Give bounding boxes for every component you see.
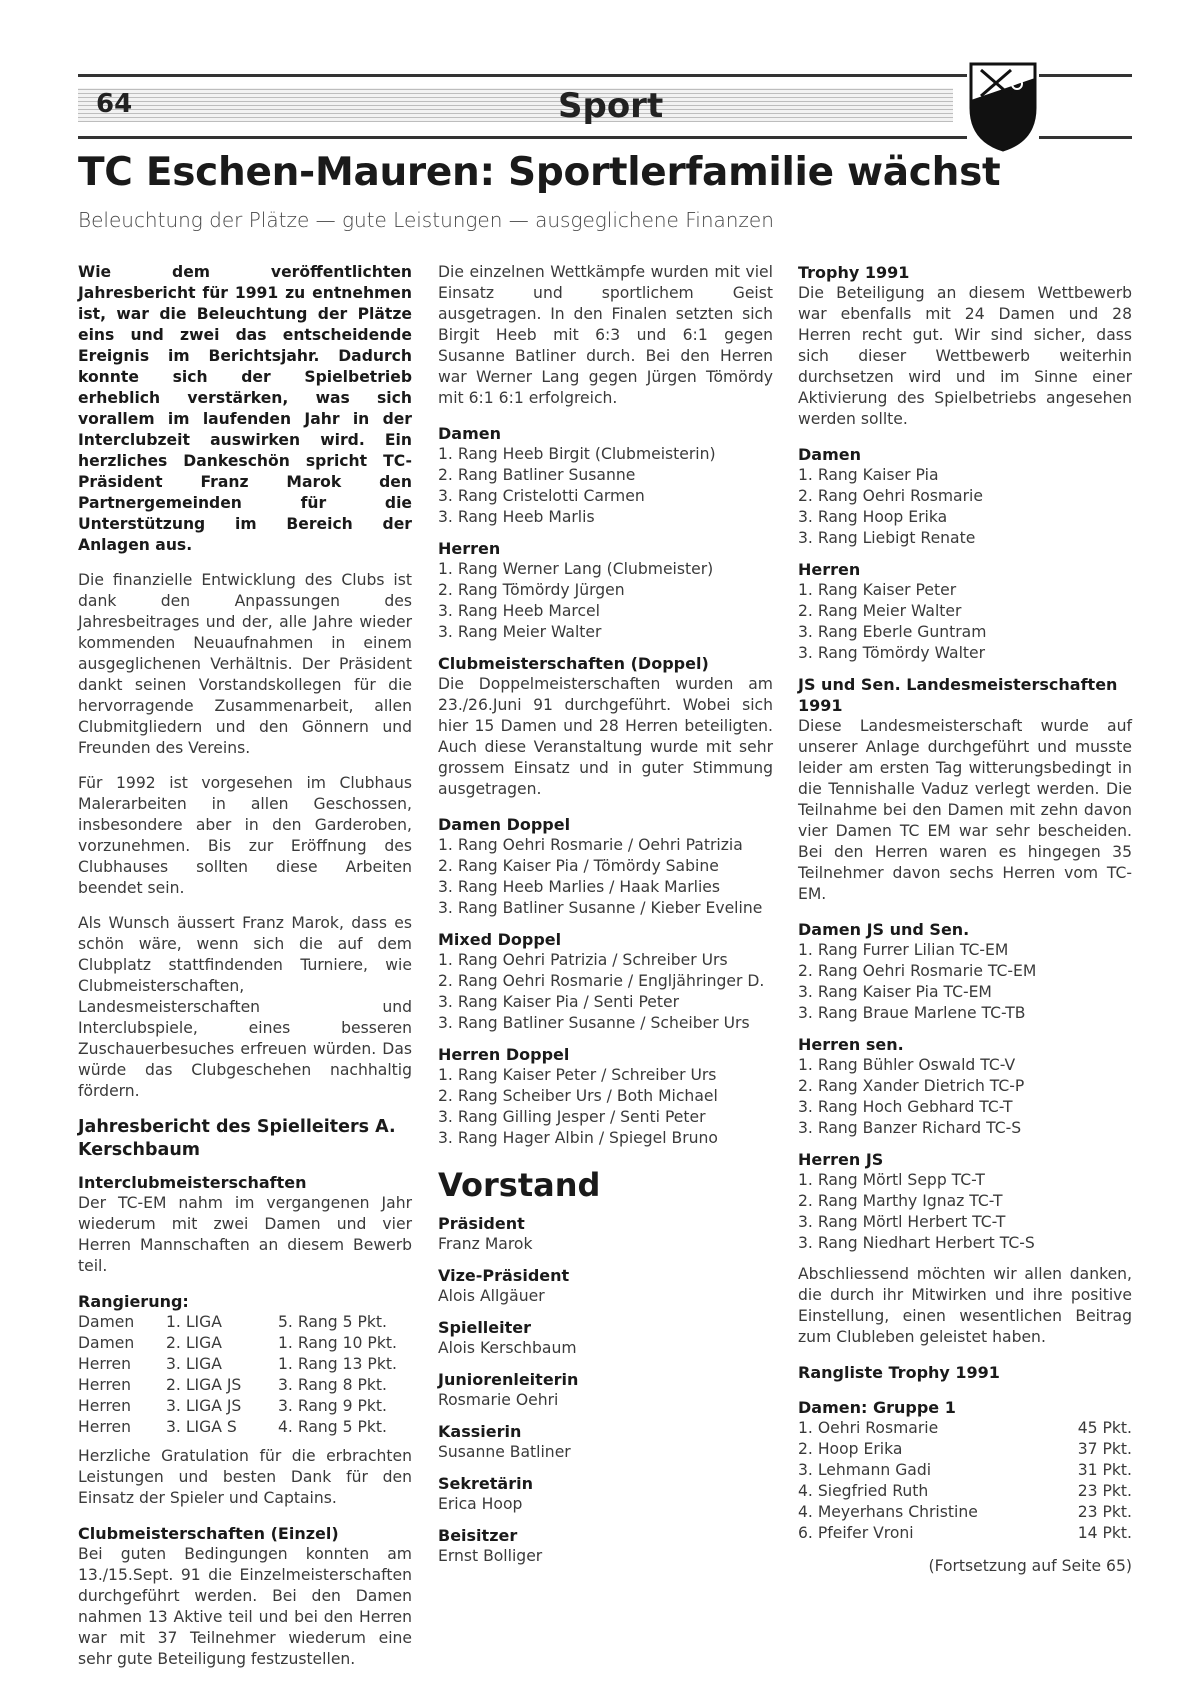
list-item: 3. Rang Cristelotti Carmen bbox=[438, 487, 645, 505]
damen-js-list bbox=[798, 940, 1132, 1024]
landesmeisterschaften-text: Diese Landesmeisterschaft wurde auf unserer Anlage durchgeführt und musste leider am ersten Tag witterungsbedingt in die Tennishalle Vaduz verlegt werden. Die Teilnahme bei den Damen mit zehn davon vier Damen TC EM war sehr bescheiden. Bei den Herren waren es hingegen 35 Teilnehmer davon sechs Herren vom TC-EM. bbox=[798, 717, 1132, 903]
list-item: 2. Rang Oehri Rosmarie bbox=[798, 487, 983, 505]
vorstand-role: Vize-Präsident bbox=[438, 1266, 570, 1285]
table-row: 1. Oehri Rosmarie 45 Pkt. bbox=[798, 1419, 1132, 1437]
list-item: 3. Rang Batliner Susanne / Kieber Eveline bbox=[438, 899, 763, 917]
list-item: 2. Rang Batliner Susanne bbox=[438, 466, 636, 484]
column-2 bbox=[438, 262, 773, 1577]
vorstand-role: Juniorenleiterin bbox=[438, 1370, 579, 1389]
table-row: Herren 3. LIGA 1. Rang 13 Pkt. bbox=[78, 1355, 397, 1373]
rangierung-table bbox=[78, 1312, 397, 1438]
coat-of-arms-icon bbox=[967, 60, 1039, 152]
list-item: 3. Rang Heeb Marcel bbox=[438, 602, 600, 620]
list-item: 1. Rang Kaiser Pia bbox=[798, 466, 939, 484]
vorstand-name: Ernst Bolliger bbox=[438, 1547, 543, 1565]
list-item: 3. Rang Liebigt Renate bbox=[798, 529, 976, 547]
list-item: 2. Rang Meier Walter bbox=[798, 602, 962, 620]
table-row: Herren 2. LIGA JS 3. Rang 8 Pkt. bbox=[78, 1376, 388, 1394]
list-item: 1. Rang Oehri Patrizia / Schreiber Urs bbox=[438, 951, 728, 969]
einzel-heading: Clubmeisterschaften (Einzel) bbox=[78, 1524, 339, 1543]
table-row: 3. Lehmann Gadi 31 Pkt. bbox=[798, 1461, 1132, 1479]
gratulation-text: Herzliche Gratulation für die erbrachten Leistungen und besten Dank für den Einsatz der Spieler und Captains. bbox=[78, 1447, 412, 1507]
list-item: 3. Rang Kaiser Pia / Senti Peter bbox=[438, 993, 680, 1011]
vorstand-item bbox=[438, 1525, 773, 1567]
list-item: 3. Rang Batliner Susanne / Scheiber Urs bbox=[438, 1014, 750, 1032]
list-item: 1. Rang Bühler Oswald TC-V bbox=[798, 1056, 1016, 1074]
list-item: 1. Rang Kaiser Peter bbox=[798, 581, 957, 599]
intro-paragraph: Die einzelnen Wettkämpfe wurden mit viel Einsatz und sportlichem Geist ausgetragen. In den Finalen setzten sich Birgit Heeb mit 6:3 und 6:1 gegen Susanne Batliner durch. Bei den Herren war Werner Lang gegen Jürgen Tömördy mit 6:1 6:1 erfolgreich. bbox=[438, 263, 773, 407]
list-item: 2. Rang Xander Dietrich TC-P bbox=[798, 1077, 1025, 1095]
body-paragraph: Für 1992 ist vorgesehen im Clubhaus Malerarbeiten in allen Geschossen, insbesondere aber in den Garderoben, vorzunehmen. Bis zur Eröffnung des Clubhauses sollten diese Arbeiten beendet sein. bbox=[78, 774, 412, 897]
table-row: Herren 3. LIGA S 4. Rang 5 Pkt. bbox=[78, 1418, 388, 1436]
list-item: 2. Rang Tömördy Jürgen bbox=[438, 581, 625, 599]
list-item: 2. Rang Kaiser Pia / Tömördy Sabine bbox=[438, 857, 719, 875]
list-item: 3. Rang Kaiser Pia TC-EM bbox=[798, 983, 992, 1001]
einzel-text: Bei guten Bedingungen konnten am 13./15.Sept. 91 die Einzelmeisterschaften durchgeführt werden. Bei den Damen nahmen 13 Aktive teil und bei den Herren war mit 37 Teilnehmer wiederum eine sehr gute Beteiligung festzustellen. bbox=[78, 1545, 412, 1668]
vorstand-name: Erica Hoop bbox=[438, 1495, 523, 1513]
vorstand-item bbox=[438, 1265, 773, 1307]
list-item: 1. Rang Kaiser Peter / Schreiber Urs bbox=[438, 1066, 717, 1084]
interclub-text: Der TC-EM nahm im vergangenen Jahr wiederum mit zwei Damen und vier Herren Mannschaften an diesem Bewerb teil. bbox=[78, 1194, 412, 1275]
vorstand-heading: Vorstand bbox=[438, 1166, 601, 1204]
vorstand-item bbox=[438, 1317, 773, 1359]
table-row: 6. Pfeifer Vroni 14 Pkt. bbox=[798, 1524, 1132, 1542]
trophy-ranking-table bbox=[798, 1418, 1132, 1544]
table-row: Damen 1. LIGA 5. Rang 5 Pkt. bbox=[78, 1313, 388, 1331]
list-item: 3. Rang Gilling Jesper / Senti Peter bbox=[438, 1108, 706, 1126]
interclub-heading: Interclubmeisterschaften bbox=[78, 1173, 307, 1192]
list-item: 3. Rang Tömördy Walter bbox=[798, 644, 986, 662]
list-item: 3. Rang Heeb Marlies / Haak Marlies bbox=[438, 878, 720, 896]
body-paragraph: Die finanzielle Entwicklung des Clubs ist dank den Anpassungen des Jahresbeitrages und der, alle Jahre wieder kommenden Neuaufnahmen in einem ausgeglichenen Verhältnis. Der Präsident dankt seinen Vorstandskollegen für die hervorragende Zusammenarbeit, allen Clubmitgliedern und den Gönnern und Freunden des Vereins. bbox=[78, 571, 412, 757]
body-paragraph: Als Wunsch äussert Franz Marok, dass es schön wäre, wenn sich die auf dem Clubplatz stattfindenden Turniere, wie Clubmeisterschaften, Landesmeisterschaften und Interclubspiele, eines besseren Zuschauerbesuches erfreuen würden. Das würde das Clubgeschehen nachhaltig fördern. bbox=[78, 914, 412, 1100]
vorstand-name: Alois Kerschbaum bbox=[438, 1339, 577, 1357]
list-item: 1. Rang Werner Lang (Clubmeister) bbox=[438, 560, 714, 578]
vorstand-role: Kassierin bbox=[438, 1422, 522, 1441]
list-item: 1. Rang Furrer Lilian TC-EM bbox=[798, 941, 1009, 959]
doppel-heading: Clubmeisterschaften (Doppel) bbox=[438, 654, 709, 673]
list-item: 1. Rang Mörtl Sepp TC-T bbox=[798, 1171, 985, 1189]
herren-list bbox=[438, 559, 773, 643]
vorstand-name: Alois Allgäuer bbox=[438, 1287, 545, 1305]
table-row: 4. Meyerhans Christine 23 Pkt. bbox=[798, 1503, 1132, 1521]
list-item: 2. Rang Marthy Ignaz TC-T bbox=[798, 1192, 1003, 1210]
list-item: 3. Rang Braue Marlene TC-TB bbox=[798, 1004, 1026, 1022]
section-title: Sport bbox=[558, 86, 664, 126]
continuation-note: (Fortsetzung auf Seite 65) bbox=[928, 1557, 1132, 1575]
herren-js-list bbox=[798, 1170, 1132, 1254]
article-subtitle: Beleuchtung der Plätze — gute Leistungen — ausgeglichene Finanzen bbox=[78, 208, 774, 232]
column-1 bbox=[78, 262, 412, 1684]
header-band bbox=[78, 88, 953, 122]
list-item: 1. Rang Oehri Rosmarie / Oehri Patrizia bbox=[438, 836, 743, 854]
list-item: 2. Rang Scheiber Urs / Both Michael bbox=[438, 1087, 718, 1105]
list-item: 2. Rang Oehri Rosmarie TC-EM bbox=[798, 962, 1037, 980]
list-item: 3. Rang Eberle Guntram bbox=[798, 623, 987, 641]
herren-heading: Herren bbox=[438, 539, 501, 558]
vorstand-name: Susanne Batliner bbox=[438, 1443, 571, 1461]
list-item: 3. Rang Mörtl Herbert TC-T bbox=[798, 1213, 1006, 1231]
list-item: 3. Rang Hoop Erika bbox=[798, 508, 948, 526]
list-item: 3. Rang Banzer Richard TC-S bbox=[798, 1119, 1022, 1137]
damen-list bbox=[438, 444, 773, 528]
damen-heading: Damen bbox=[438, 424, 501, 443]
table-row: 4. Siegfried Ruth 23 Pkt. bbox=[798, 1482, 1132, 1500]
herren-doppel-heading: Herren Doppel bbox=[438, 1045, 570, 1064]
list-item: 3. Rang Hoch Gebhard TC-T bbox=[798, 1098, 1013, 1116]
damen-list bbox=[798, 465, 1132, 549]
gruppe-heading: Damen: Gruppe 1 bbox=[798, 1398, 956, 1417]
damen-doppel-list bbox=[438, 835, 773, 919]
herren-sen-heading: Herren sen. bbox=[798, 1035, 904, 1054]
jahresbericht-heading: Jahresbericht des Spielleiters A. Kerschbaum bbox=[78, 1117, 396, 1160]
herren-doppel-list bbox=[438, 1065, 773, 1149]
vorstand-role: Sekretärin bbox=[438, 1474, 533, 1493]
herren-heading: Herren bbox=[798, 560, 861, 579]
column-3 bbox=[798, 262, 1132, 1577]
page-number: 64 bbox=[96, 89, 133, 119]
list-item: 3. Rang Meier Walter bbox=[438, 623, 602, 641]
list-item: 2. Rang Oehri Rosmarie / Engljähringer D. bbox=[438, 972, 765, 990]
list-item: 3. Rang Niedhart Herbert TC-S bbox=[798, 1234, 1035, 1252]
damen-doppel-heading: Damen Doppel bbox=[438, 815, 571, 834]
page-header bbox=[78, 64, 1132, 144]
damen-heading: Damen bbox=[798, 445, 861, 464]
vorstand-item bbox=[438, 1473, 773, 1515]
vorstand-item bbox=[438, 1213, 773, 1255]
vorstand-item bbox=[438, 1421, 773, 1463]
vorstand-name: Rosmarie Oehri bbox=[438, 1391, 559, 1409]
list-item: 3. Rang Heeb Marlis bbox=[438, 508, 595, 526]
vorstand-role: Beisitzer bbox=[438, 1526, 518, 1545]
damen-js-heading: Damen JS und Sen. bbox=[798, 920, 970, 939]
lead-paragraph: Wie dem veröffentlichten Jahresbericht für 1991 zu entnehmen ist, war die Beleuchtung der Plätze eins und zwei das entscheidende Ereignis im Berichtsjahr. Dadurch konnte sich der Spielbetrieb erheblich verstärken, was sich vorallem im laufenden Jahr in der Interclubzeit auswirken wird. Ein herzliches Dankeschön spricht TC-Präsident Franz Marok den Partnergemeinden für die Unterstützung im Bereich der Anlagen aus. bbox=[78, 263, 412, 554]
vorstand-role: Präsident bbox=[438, 1214, 525, 1233]
mixed-list bbox=[438, 950, 773, 1034]
herren-js-heading: Herren JS bbox=[798, 1150, 884, 1169]
vorstand-name: Franz Marok bbox=[438, 1235, 533, 1253]
article-title: TC Eschen-Mauren: Sportlerfamilie wächst bbox=[78, 150, 1001, 195]
vorstand-item bbox=[438, 1369, 773, 1411]
doppel-text: Die Doppelmeisterschaften wurden am 23./26.Juni 91 durchgeführt. Wobei sich hier 15 Damen und 28 Herren beteiligten. Auch diese Veranstaltung wurde mit sehr grossem Einsatz und in guter Stimmung ausgetragen. bbox=[438, 675, 773, 798]
landesmeisterschaften-heading: JS und Sen. Landesmeisterschaften 1991 bbox=[798, 675, 1118, 715]
list-item: 1. Rang Heeb Birgit (Clubmeisterin) bbox=[438, 445, 716, 463]
rangierung-heading: Rangierung: bbox=[78, 1292, 189, 1311]
vorstand-role: Spielleiter bbox=[438, 1318, 532, 1337]
table-row: 2. Hoop Erika 37 Pkt. bbox=[798, 1440, 1132, 1458]
table-row: Herren 3. LIGA JS 3. Rang 9 Pkt. bbox=[78, 1397, 388, 1415]
closing-text: Abschliessend möchten wir allen danken, die durch ihr Mitwirken und ihre positive Einstellung, einen wesentlichen Beitrag zum Clubleben geleistet haben. bbox=[798, 1265, 1132, 1346]
herren-list bbox=[798, 580, 1132, 664]
table-row: Damen 2. LIGA 1. Rang 10 Pkt. bbox=[78, 1334, 397, 1352]
herren-sen-list bbox=[798, 1055, 1132, 1139]
trophy-text: Die Beteiligung an diesem Wettbewerb war ebenfalls mit 24 Damen und 28 Herren recht gut. Wir sind sicher, dass sich dieser Wettbewerb weiterhin durchsetzen wird und im Sinne einer Aktivierung des Spielbetriebs angesehen werden sollte. bbox=[798, 284, 1132, 428]
rangliste-heading: Rangliste Trophy 1991 bbox=[798, 1363, 1000, 1382]
mixed-heading: Mixed Doppel bbox=[438, 930, 562, 949]
trophy-heading: Trophy 1991 bbox=[798, 263, 910, 282]
list-item: 3. Rang Hager Albin / Spiegel Bruno bbox=[438, 1129, 718, 1147]
